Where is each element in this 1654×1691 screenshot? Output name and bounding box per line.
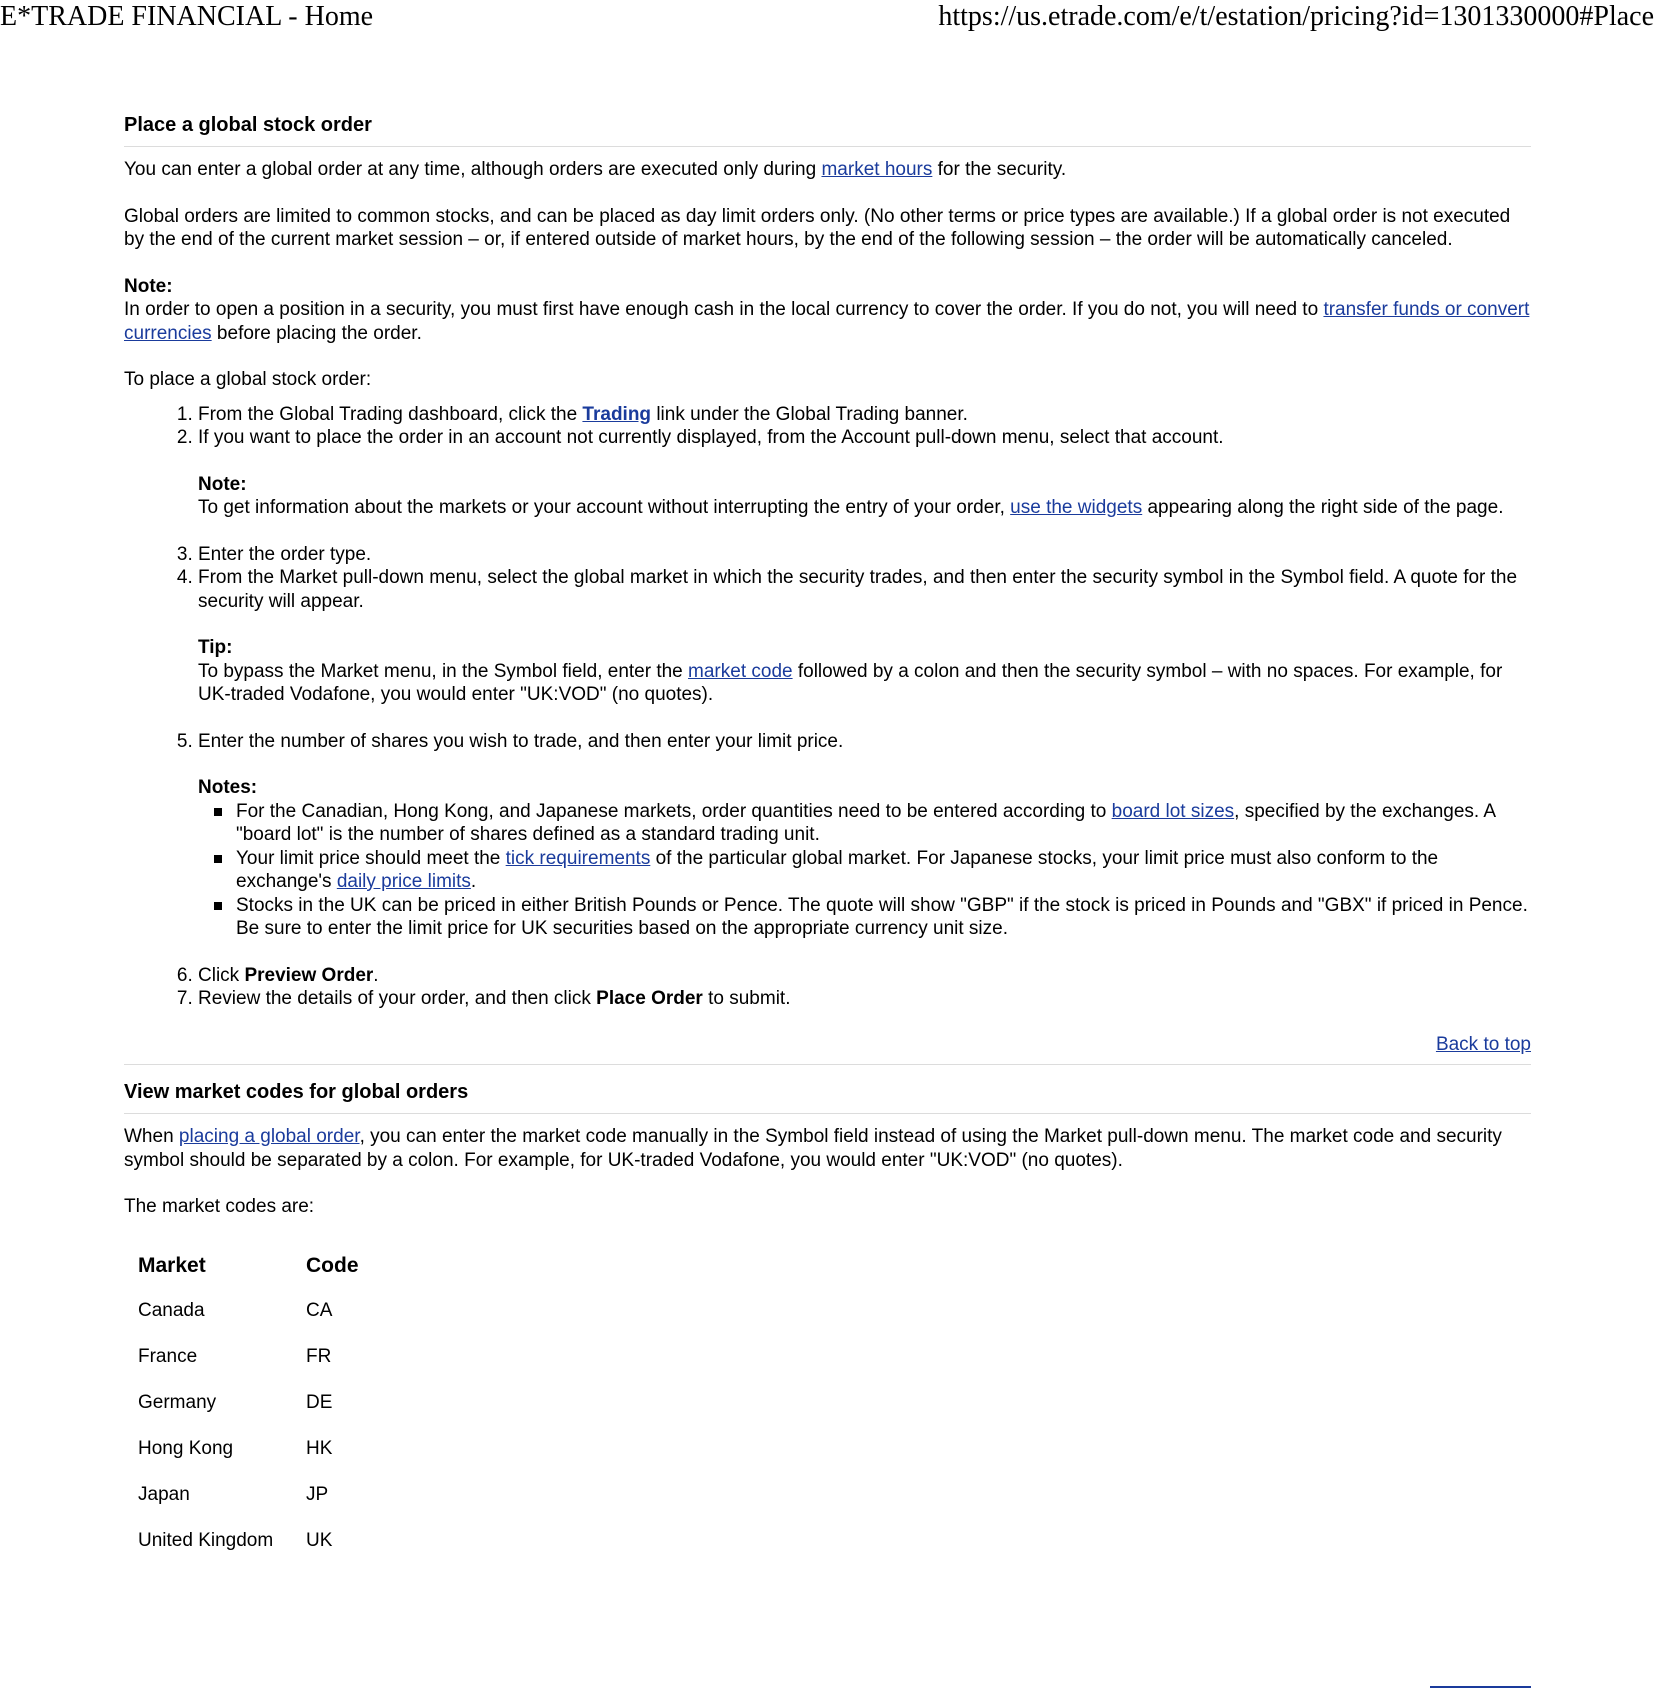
note-heading — [124, 275, 1531, 299]
note-tick-text-end: . — [470, 871, 477, 892]
step-6 — [198, 964, 1531, 988]
code-cell: JP — [306, 1484, 329, 1506]
step-1-text-end: link under the Global Trading banner. — [651, 403, 968, 425]
board-lot-sizes-link[interactable]: board lot sizes — [1111, 800, 1235, 822]
note-board-lot — [212, 800, 1531, 847]
step-4-tip — [198, 636, 1531, 707]
market-codes-intro-text: When — [124, 1126, 179, 1147]
market-codes-intro — [124, 1125, 1531, 1172]
daily-price-limits-link[interactable]: daily price limits — [336, 871, 471, 892]
table-row — [126, 1426, 371, 1472]
trading-link[interactable]: Trading — [582, 403, 652, 425]
note-heading-text: Note: — [124, 275, 173, 297]
tick-requirements-link[interactable]: tick requirements — [505, 847, 651, 869]
transfer-funds-link[interactable]: transfer funds or convert currencies — [124, 299, 1530, 344]
market-cell: Hong Kong — [138, 1438, 234, 1460]
step-2-note-text-end: appearing along the right side of the page. — [1142, 497, 1504, 518]
market-cell: France — [138, 1346, 198, 1368]
code-cell: UK — [306, 1530, 333, 1552]
code-cell: DE — [306, 1392, 333, 1414]
table-row — [126, 1334, 371, 1380]
note-text-end: before placing the order. — [211, 322, 422, 344]
market-codes-intro-text-end: , you can enter the market code manually in the Symbol field instead of using the Market pull-down menu. The market code and security symbol should be separated by a colon. For example, for UK-traded Vodafone, you would enter "UK:VOD" (no quotes). — [124, 1126, 1502, 1171]
section-title-market-codes: View market codes for global orders — [124, 1079, 1531, 1114]
step-6-text-end: . — [373, 964, 379, 986]
help-content — [124, 112, 1531, 1564]
table-row — [126, 1288, 371, 1334]
step-5 — [198, 730, 1531, 941]
step-1-text: From the Global Trading dashboard, click the — [198, 403, 583, 425]
codes-intro: The market codes are: — [124, 1196, 315, 1217]
note-text: In order to open a position in a security, you must first have enough cash in the local currency to cover the order. If you do not, you will need to — [124, 299, 1324, 320]
intro-text-end: for the security. — [932, 159, 1067, 180]
step-1 — [198, 403, 1531, 427]
market-code-link[interactable]: market code — [688, 660, 793, 682]
limits-paragraph: Global orders are limited to common stocks, and can be placed as day limit orders only. (No other terms or price types are available.) If a global order is not executed by the end of the current market session – or, if entered outside of market hours, by the end of the following session – the order will be automatically canceled. — [124, 205, 1511, 250]
note-tick-text: Your limit price should meet the — [236, 847, 506, 869]
note-tick-text-middle: of the particular global market. For Japanese stocks, your limit price must also conform to the exchange's — [236, 847, 1439, 892]
step-5-notes-list — [198, 800, 1531, 941]
placing-global-order-link[interactable]: placing a global order — [178, 1126, 360, 1147]
header-code: Code — [306, 1253, 359, 1277]
print-page-url: https://us.etrade.com/e/t/estation/pricing?id=1301330000#Place — [938, 1, 1654, 32]
intro-text: You can enter a global order at any time, although orders are executed only during — [124, 159, 822, 180]
section-title-place-order: Place a global stock order — [124, 112, 1531, 147]
table-row — [126, 1380, 371, 1426]
market-cell: Canada — [138, 1300, 205, 1322]
steps-list — [124, 403, 1531, 1011]
step-4-text: From the Market pull-down menu, select the global market in which the security trades, and then enter the security symbol in the Symbol field. A quote for the security will appear. — [198, 567, 1518, 612]
step-2-note — [198, 473, 1531, 520]
step-7-text-end: to submit. — [702, 988, 791, 1009]
step-4 — [198, 566, 1531, 707]
step-3: 3. Enter the order type. — [198, 543, 1531, 567]
note-paragraph — [124, 298, 1531, 345]
step-2 — [198, 426, 1531, 520]
step-7 — [198, 987, 1531, 1011]
note-board-lot-text: For the Canadian, Hong Kong, and Japanese markets, order quantities need to be entered according to — [236, 800, 1112, 822]
place-order-label: Place Order — [596, 988, 703, 1009]
note-board-lot-text-end: , specified by the exchanges. A "board lot" is the number of shares defined as a standard trading unit. — [236, 800, 1496, 845]
truncated-link-underline — [1430, 1686, 1531, 1688]
market-hours-link[interactable]: market hours — [821, 159, 933, 180]
steps-intro: To place a global stock order: — [124, 369, 372, 390]
step-4-tip-text: To bypass the Market menu, in the Symbol field, enter the — [198, 660, 689, 682]
market-cell: Germany — [138, 1392, 217, 1414]
use-widgets-link[interactable]: use the widgets — [1010, 497, 1143, 518]
step-6-text: Click — [198, 964, 245, 986]
market-cell: Japan — [138, 1484, 190, 1506]
step-2-text: If you want to place the order in an account not currently displayed, from the Account pull-down menu, select that account. — [198, 427, 1224, 448]
note-tick-requirements — [212, 847, 1531, 894]
step-7-text: Review the details of your order, and then click — [198, 988, 597, 1009]
table-row — [126, 1472, 371, 1518]
code-cell: CA — [306, 1300, 333, 1322]
step-5-notes — [198, 776, 1531, 941]
market-codes-table — [126, 1243, 371, 1565]
step-2-note-heading: Note: — [198, 473, 247, 495]
code-cell: FR — [306, 1346, 332, 1368]
back-to-top-row — [124, 1033, 1531, 1066]
print-page-title: E*TRADE FINANCIAL - Home — [0, 1, 374, 32]
intro-paragraph — [124, 158, 1531, 182]
header-market: Market — [138, 1253, 206, 1277]
market-cell: United Kingdom — [138, 1530, 274, 1552]
preview-order-label: Preview Order — [244, 964, 374, 986]
note-uk-pricing: Stocks in the UK can be priced in either British Pounds or Pence. The quote will show "GBP" if the stock is priced in Pounds and "GBX" if priced in Pence. Be sure to enter the limit price for UK securities based on the appropriate currency unit size. — [212, 894, 1531, 941]
step-4-tip-heading: Tip: — [198, 637, 233, 658]
market-codes-section — [124, 1079, 1531, 1564]
back-to-top-link[interactable]: Back to top — [1435, 1033, 1531, 1055]
step-2-note-text: To get information about the markets or your account without interrupting the entry of your order, — [198, 497, 1011, 518]
table-header-row — [126, 1243, 371, 1289]
print-header — [0, 0, 1654, 36]
step-4-tip-text-end: followed by a colon and then the security symbol – with no spaces. For example, for UK-traded Vodafone, you would enter "UK:VOD" (no quotes). — [198, 660, 1503, 705]
step-5-text: Enter the number of shares you wish to trade, and then enter your limit price. — [198, 730, 844, 752]
step-5-notes-heading: Notes: — [198, 777, 258, 798]
table-row — [126, 1518, 371, 1564]
code-cell: HK — [306, 1438, 333, 1460]
